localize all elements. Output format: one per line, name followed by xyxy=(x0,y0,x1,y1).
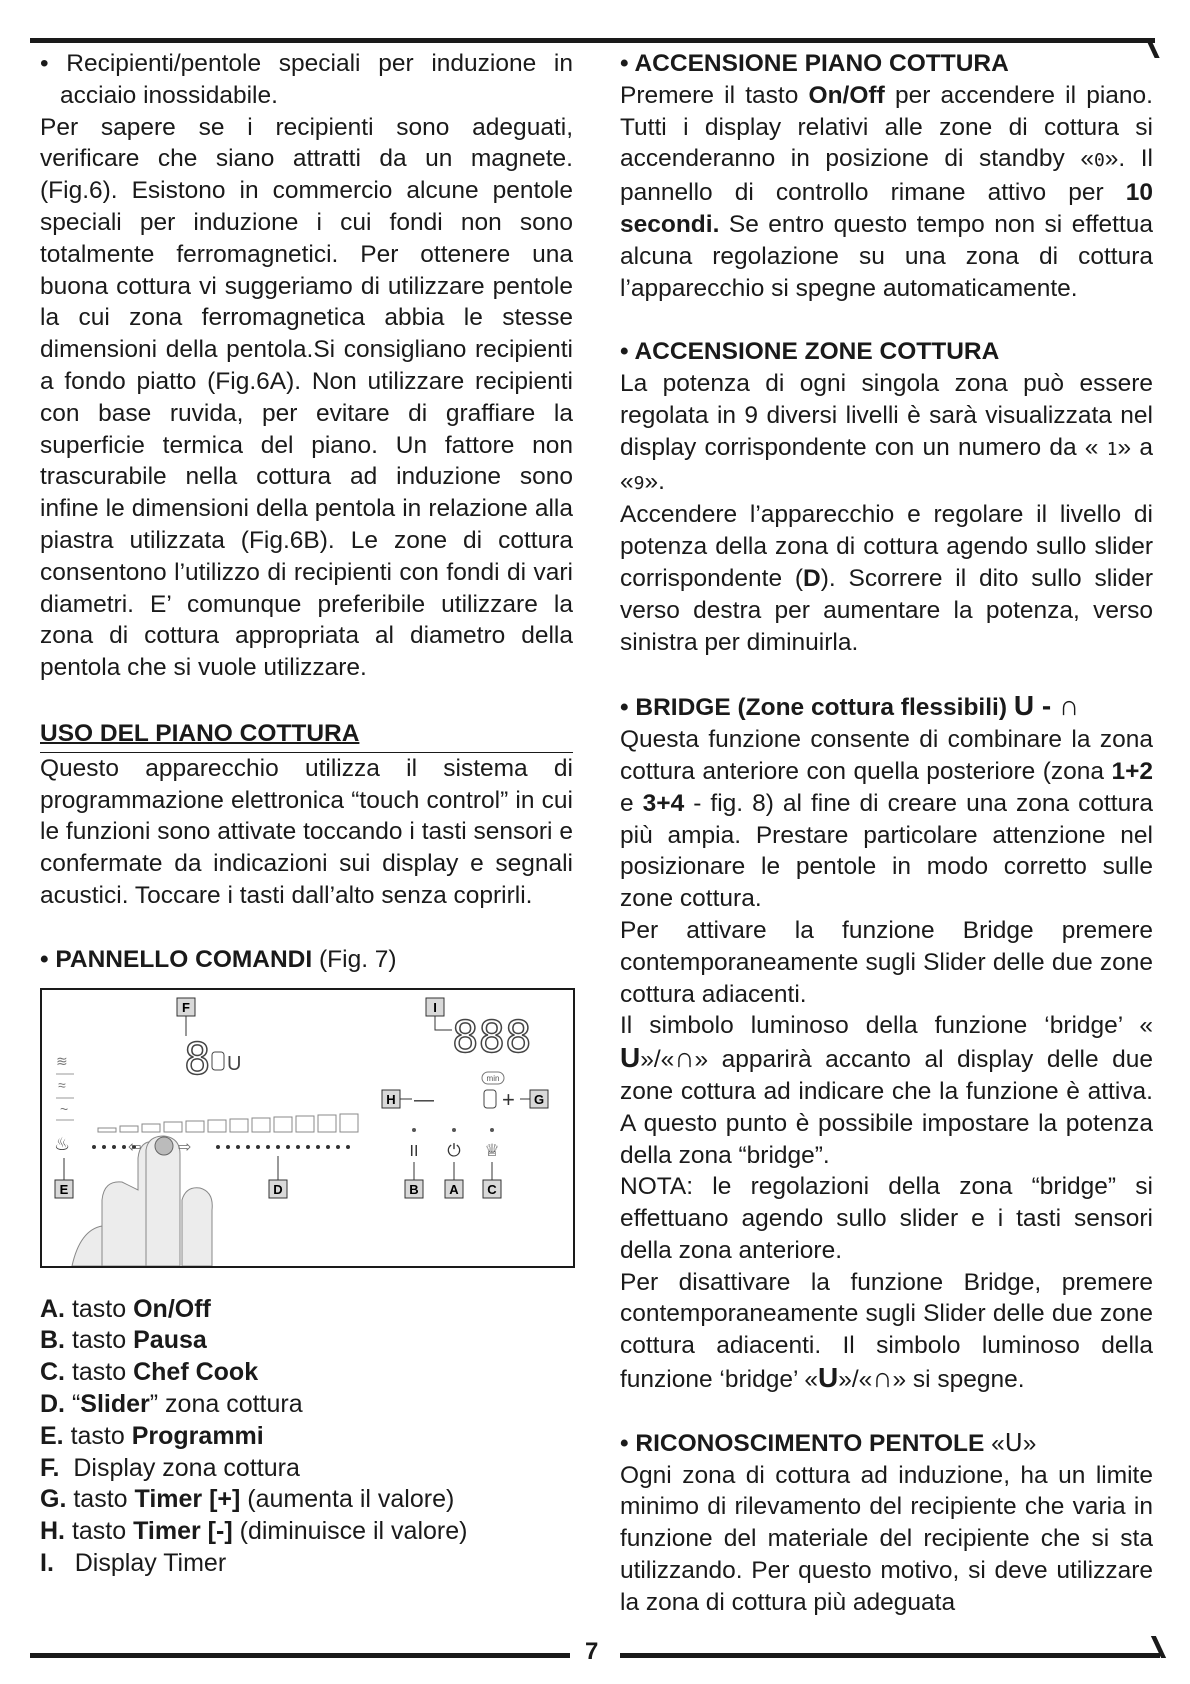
timer-display: 888 xyxy=(452,1011,532,1063)
zone-display: 8 xyxy=(184,1033,211,1085)
paragraph-magnet: Per sapere se i recipienti sono adeguati, verificare che siano attratti da un magnete. (Fig.6). Esistono in commercio alcune pentole speciali per induzione i cui fondi non sono totalmente ferromagnetici. Per ottenere una buona cottura vi suggeriamo di utilizzare pentole la cui zona ferromagnetica abbia le stesse dimensioni della pentola.Si consigliano recipienti a fondo piatto (Fig.6A). Non utilizzare recipienti con base ruvida, per evitare di graffiare la superficie termica del piano. Un fattore non trascurabile nella cottura ad induzione sono infine le dimensioni della pentola in relazione alla piastra utilizzata (Fig.6B). Le zone di cottura consentono l’utilizzo di recipienti con fondi di vari diametri. E’ comunque preferibile utilizzare la zona di cottura appropriata al diametro della pentola che si vuole utilizzare. xyxy=(40,113,573,682)
timer-icon xyxy=(484,1090,496,1108)
legend-item: G. tasto Timer [+] (aumenta il valore) xyxy=(40,1485,455,1514)
paragraph-bridge-activate: Per attivare la funzione Bridge premere contemporaneamente sugli Slider delle due zone cottura adiacenti. xyxy=(620,916,1153,1008)
legend-item: D. “Slider” zona cottura xyxy=(40,1389,303,1418)
legend-item: A. tasto On/Off xyxy=(40,1294,211,1323)
chef-icon: ♕ xyxy=(484,1140,500,1161)
zone-icon xyxy=(212,1052,224,1070)
control-panel-drawing xyxy=(42,990,573,1266)
leader-i xyxy=(435,1016,452,1030)
heat-icon-1: ~ xyxy=(60,1100,69,1117)
min-label: min xyxy=(486,1073,500,1083)
page-number: 7 xyxy=(585,1638,599,1665)
heading-accensione-zone: • ACCENSIONE ZONE COTTURA xyxy=(620,338,1000,366)
label-g: G xyxy=(533,1091,545,1107)
intro-bullet: • Recipienti/pentole speciali per induzione in acciaio inossidabile. xyxy=(40,50,573,109)
label-e: E xyxy=(59,1181,69,1197)
heat-icon-3: ≋ xyxy=(56,1052,68,1069)
chef-led xyxy=(490,1128,494,1132)
legend-item: B. tasto Pausa xyxy=(40,1326,207,1355)
paragraph-bridge-note: NOTA: le regolazioni della zona “bridge” si effettuano agendo sullo slider e i tasti sensori della zona anteriore. xyxy=(620,1173,1153,1264)
heat-icon-2: ≈ xyxy=(58,1076,66,1093)
arrow-left-icon: ⇦ xyxy=(128,1138,142,1156)
heading-pannello-comandi: • PANNELLO COMANDI (Fig. 7) xyxy=(40,945,397,973)
legend-item: E. tasto Programmi xyxy=(40,1421,264,1450)
pan-detect-icon: «ꓴ» xyxy=(991,1429,1037,1457)
paragraph-bridge-symbol: Il simbolo luminoso della funzione ‘bridge’ « U»/«∩» apparirà accanto al display delle due zone cottura ad indicare che la funzione è attiva. A questo punto è possibile impostare la potenza della zona “bridge”. xyxy=(620,1012,1153,1169)
timer-plus: + xyxy=(502,1086,515,1112)
bottom-rule-left xyxy=(30,1653,570,1658)
legend-item: C. tasto Chef Cook xyxy=(40,1358,259,1387)
paragraph-accensione-piano: Premere il tasto On/Off per accendere il piano. Tutti i display relativi alle zone di cottura si accenderanno in posizione di standby «0». Il pannello di controllo rimane attivo per 10 secondi. Se entro questo tempo non si effettua alcuna regolazione su una zona di cottura l’apparecchio si spegne automaticamente. xyxy=(620,81,1153,302)
top-rule xyxy=(30,38,1155,43)
bottom-rule-right xyxy=(620,1653,1160,1658)
left-column xyxy=(40,48,573,1580)
label-d: D xyxy=(273,1181,283,1197)
heading-accensione-piano: • ACCENSIONE PIANO COTTURA xyxy=(620,50,1009,77)
label-f: F xyxy=(182,999,190,1015)
pause-led xyxy=(412,1128,416,1132)
paragraph-potenza: La potenza di ogni singola zona può essere regolata in 9 diversi livelli è sarà visualizzata nel display corrispondente con un numero da « 1» a «9». xyxy=(620,370,1153,495)
label-i: I xyxy=(433,999,437,1015)
paragraph-touch-control: Questo apparecchio utilizza il sistema di programmazione elettronica “touch control” in cui le funzioni sono attivate toccando i tasti sensori e confermate da indicazioni sui display e segnali acustici. Toccare i tasti dall’alto senza coprirli. xyxy=(40,754,573,909)
heading-bridge: • BRIDGE (Zone cottura flessibili) U - ∩ xyxy=(620,690,1080,722)
paragraph-riconoscimento: Ogni zona di cottura ad induzione, ha un limite minimo di rilevamento del recipiente che varia in funzione del materiale del recipiente che si sta utilizzando. Per questo motivo, si deve utilizzare la zona di cottura più adeguata xyxy=(620,1461,1153,1616)
heading-riconoscimento: • RICONOSCIMENTO PENTOLE «ꓴ» xyxy=(620,1429,1037,1457)
bridge-symbol: U xyxy=(227,1052,242,1075)
arrow-right-icon: ⇨ xyxy=(178,1138,192,1156)
legend-item: F. Display zona cottura xyxy=(40,1453,300,1482)
section-title-uso: USO DEL PIANO COTTURA xyxy=(40,718,573,753)
timer-minus: — xyxy=(414,1088,434,1111)
pause-icon: II xyxy=(409,1142,419,1160)
right-column xyxy=(620,48,1153,1619)
legend-item: I. Display Timer xyxy=(40,1548,227,1577)
paragraph-slider: Accendere l’apparecchio e regolare il livello di potenza della zona di cottura agendo sullo slider corrispondente (D). Scorrere il dito sullo slider verso destra per aumentare la potenza, verso sinistra per diminuirla. xyxy=(620,501,1153,656)
onoff-led xyxy=(452,1128,456,1132)
legend-item: H. tasto Timer [-] (diminuisce il valore) xyxy=(40,1517,468,1546)
bridge-icon: U - ∩ xyxy=(1013,690,1080,722)
power-icon: ⏻ xyxy=(447,1140,461,1161)
slider-touch-point xyxy=(155,1137,173,1155)
label-c: C xyxy=(487,1181,497,1197)
label-h: H xyxy=(386,1091,396,1107)
slider-level-boxes xyxy=(98,1114,358,1132)
paragraph-bridge-intro: Questa funzione consente di combinare la zona cottura anteriore con quella posteriore (zona 1+2 e 3+4 - fig. 8) al fine di creare una zona cottura più ampia. Prestare particolare attenzione nel posizionare le pentole in modo corretto sulle zone cottura. xyxy=(620,726,1154,913)
label-a: A xyxy=(449,1181,459,1197)
control-panel-figure xyxy=(40,988,575,1268)
panel-legend xyxy=(40,1294,573,1580)
label-b: B xyxy=(409,1181,419,1197)
programmes-icon: ♨ xyxy=(54,1133,71,1154)
paragraph-bridge-deactivate: Per disattivare la funzione Bridge, premere contemporaneamente sugli Slider delle due zone cottura adiacenti. Il simbolo luminoso della funzione ‘bridge’ «U»/«∩» si spegne. xyxy=(620,1268,1153,1394)
